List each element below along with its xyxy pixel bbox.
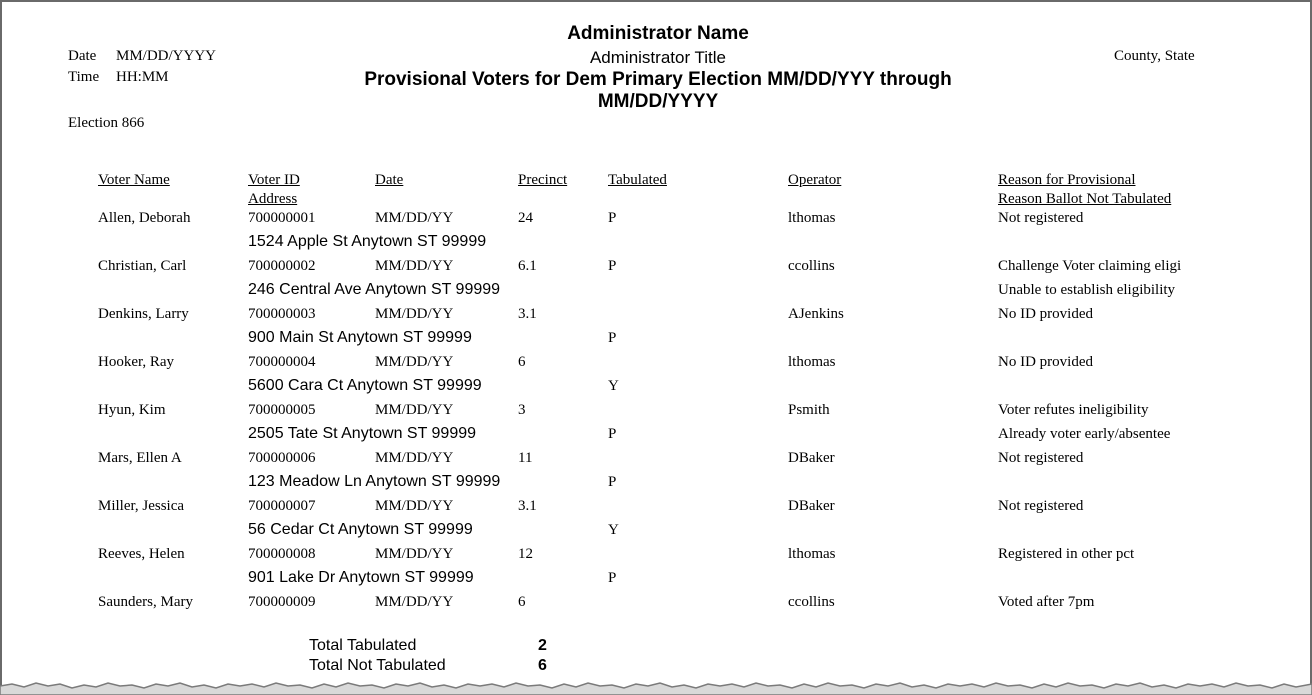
- voter-name: Hooker, Ray: [98, 354, 175, 370]
- administrator-title: Administrator Title: [589, 48, 727, 67]
- voter-name: Christian, Carl: [98, 258, 187, 274]
- address-tabulated: P: [608, 474, 617, 490]
- voter-name: Reeves, Helen: [98, 546, 185, 562]
- reason-provisional: Voter refutes ineligibility: [998, 402, 1149, 418]
- voter-address: 901 Lake Dr Anytown ST 99999: [248, 569, 474, 586]
- voter-id: 700000002: [248, 258, 316, 274]
- precinct: 6: [518, 594, 526, 610]
- voter-address: 900 Main St Anytown ST 99999: [248, 329, 472, 346]
- voter-name: Saunders, Mary: [98, 594, 193, 610]
- time-value: HH:MM: [116, 69, 169, 85]
- operator: lthomas: [788, 546, 836, 562]
- voter-date: MM/DD/YY: [375, 450, 454, 466]
- column-header-operator: Operator: [788, 172, 842, 188]
- operator: DBaker: [788, 498, 835, 514]
- reason-provisional: No ID provided: [998, 306, 1093, 322]
- reason-provisional: Challenge Voter claiming eligi: [998, 258, 1182, 274]
- total-not-tabulated-label: Total Not Tabulated: [309, 657, 446, 674]
- address-tabulated: P: [608, 330, 617, 346]
- address-tabulated: Y: [608, 378, 619, 394]
- voter-id: 700000009: [248, 594, 316, 610]
- column-header-voter-name: Voter Name: [98, 172, 170, 188]
- column-header-precinct: Precinct: [518, 172, 568, 188]
- tabulated: P: [608, 258, 617, 274]
- voter-name: Miller, Jessica: [98, 498, 185, 514]
- total-tabulated-label: Total Tabulated: [309, 637, 417, 654]
- operator: DBaker: [788, 450, 835, 466]
- column-header-reason-not-tabulated: Reason Ballot Not Tabulated: [998, 191, 1172, 207]
- voter-date: MM/DD/YY: [375, 258, 454, 274]
- precinct: 12: [518, 546, 533, 562]
- precinct: 3.1: [518, 306, 537, 322]
- operator: lthomas: [788, 354, 836, 370]
- voter-name: Hyun, Kim: [98, 402, 166, 418]
- voter-name: Allen, Deborah: [98, 210, 191, 226]
- voter-date: MM/DD/YY: [375, 594, 454, 610]
- reason-provisional: Voted after 7pm: [998, 594, 1095, 610]
- reason-provisional: Not registered: [998, 498, 1084, 514]
- precinct: 6.1: [518, 258, 537, 274]
- voter-date: MM/DD/YY: [375, 402, 454, 418]
- column-header-voter-id: Voter ID: [248, 172, 300, 188]
- column-header-tabulated: Tabulated: [608, 172, 667, 188]
- voter-date: MM/DD/YY: [375, 546, 454, 562]
- voter-id: 700000007: [248, 498, 316, 514]
- voter-name: Denkins, Larry: [98, 306, 189, 322]
- time-label: Time: [68, 69, 100, 85]
- election-number: Election 866: [68, 115, 145, 131]
- column-header-address: Address: [248, 191, 298, 207]
- reason-not-tabulated: Unable to establish eligibility: [998, 282, 1176, 298]
- precinct: 11: [518, 450, 533, 466]
- voter-id: 700000003: [248, 306, 316, 322]
- reason-not-tabulated: Already voter early/absentee: [998, 426, 1171, 442]
- address-tabulated: P: [608, 570, 617, 586]
- voter-address: 56 Cedar Ct Anytown ST 99999: [248, 521, 473, 538]
- voter-name: Mars, Ellen A: [98, 450, 182, 466]
- reason-provisional: Not registered: [998, 450, 1084, 466]
- operator: ccollins: [788, 594, 835, 610]
- precinct: 3.1: [518, 498, 537, 514]
- voter-date: MM/DD/YY: [375, 306, 454, 322]
- date-label: Date: [68, 48, 97, 64]
- reason-provisional: Not registered: [998, 210, 1084, 226]
- column-header-reason-provisional: Reason for Provisional: [998, 172, 1136, 188]
- county-state: County, State: [1114, 48, 1195, 64]
- reason-provisional: Registered in other pct: [998, 546, 1135, 562]
- voter-id: 700000005: [248, 402, 316, 418]
- administrator-name: Administrator Name: [567, 23, 749, 44]
- voter-id: 700000006: [248, 450, 316, 466]
- column-header-date: Date: [375, 172, 404, 188]
- address-tabulated: P: [608, 426, 617, 442]
- precinct: 24: [518, 210, 533, 226]
- voter-date: MM/DD/YY: [375, 210, 454, 226]
- voter-id: 700000008: [248, 546, 316, 562]
- reason-provisional: No ID provided: [998, 354, 1093, 370]
- voter-address: 5600 Cara Ct Anytown ST 99999: [248, 377, 482, 394]
- operator: ccollins: [788, 258, 835, 274]
- total-not-tabulated-value: 6: [538, 657, 547, 674]
- voter-id: 700000004: [248, 354, 316, 370]
- voter-address: 123 Meadow Ln Anytown ST 99999: [248, 473, 501, 490]
- voter-date: MM/DD/YY: [375, 498, 454, 514]
- voter-address: 1524 Apple St Anytown ST 99999: [248, 233, 487, 250]
- precinct: 3: [518, 402, 526, 418]
- voter-date: MM/DD/YY: [375, 354, 454, 370]
- address-tabulated: Y: [608, 522, 619, 538]
- operator: Psmith: [788, 402, 830, 418]
- operator: AJenkins: [788, 306, 844, 322]
- operator: lthomas: [788, 210, 836, 226]
- date-value: MM/DD/YYYY: [116, 48, 217, 64]
- report-title: Provisional Voters for Dem Primary Election MM/DD/YYY through MM/DD/YYYY: [364, 69, 952, 112]
- voter-id: 700000001: [248, 210, 316, 226]
- precinct: 6: [518, 354, 526, 370]
- tabulated: P: [608, 210, 617, 226]
- voter-address: 246 Central Ave Anytown ST 99999: [248, 281, 501, 298]
- torn-paper-edge: [0, 672, 1312, 695]
- total-tabulated-value: 2: [538, 637, 547, 654]
- voter-address: 2505 Tate St Anytown ST 99999: [248, 425, 477, 442]
